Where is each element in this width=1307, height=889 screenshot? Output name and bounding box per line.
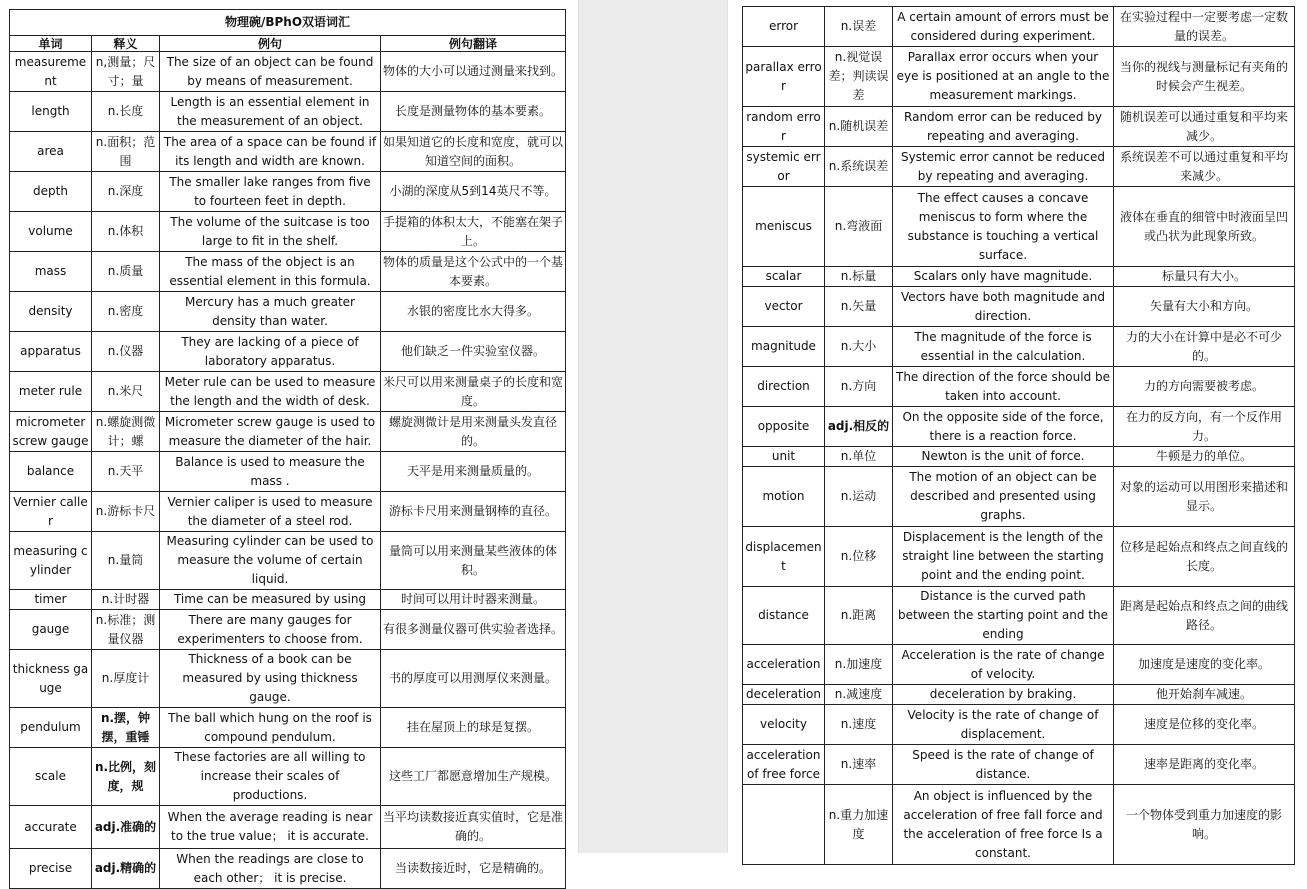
translation-cell: 一个物体受到重力加速度的影响。 [1114, 785, 1295, 865]
translation-cell: 他开始刹车减速。 [1114, 685, 1295, 705]
meaning-cell: n.米尺 [92, 372, 160, 412]
translation-cell: 挂在屋顶上的球是复摆。 [381, 708, 566, 748]
table-row [743, 705, 1295, 745]
translation-cell: 小湖的深度从5到14英尺不等。 [381, 172, 566, 212]
table-row [10, 590, 566, 610]
example-cell: Scalars only have magnitude. [893, 267, 1114, 287]
example-cell: Length is an essential element in the measurement of an object. [160, 92, 381, 132]
table-row [743, 47, 1295, 107]
word-cell: density [10, 292, 92, 332]
word-cell: acceleration [743, 645, 825, 685]
table-row [10, 532, 566, 590]
word-cell: balance [10, 452, 92, 492]
table-row [10, 748, 566, 806]
translation-cell: 当平均读数接近真实值时，它是准确的。 [381, 806, 566, 849]
table-row [743, 267, 1295, 287]
header-translation: 例句翻译 [381, 36, 566, 52]
meaning-cell: n,测量；尺寸；量 [92, 52, 160, 92]
meaning-cell: n.面积；范围 [92, 132, 160, 172]
translation-cell: 液体在垂直的细管中时液面呈凹或凸状为此现象所致。 [1114, 187, 1295, 267]
right-page [728, 0, 1307, 860]
translation-cell: 标量只有大小。 [1114, 267, 1295, 287]
translation-cell: 他们缺乏一件实验室仪器。 [381, 332, 566, 372]
meaning-cell: n.长度 [92, 92, 160, 132]
table-row [10, 332, 566, 372]
translation-cell: 当你的视线与测量标记有夹角的时候会产生视差。 [1114, 47, 1295, 107]
table-row [10, 372, 566, 412]
translation-cell: 距离是起始点和终点之间的曲线路径。 [1114, 587, 1295, 645]
table-row [10, 412, 566, 452]
example-cell: Systemic error cannot be reduced by repeating and averaging. [893, 147, 1114, 187]
table-row [10, 292, 566, 332]
table-row [10, 92, 566, 132]
meaning-cell: n.视觉误差；判读误差 [825, 47, 893, 107]
translation-cell: 量筒可以用来测量某些液体的体积。 [381, 532, 566, 590]
table-row [10, 132, 566, 172]
word-cell: meter rule [10, 372, 92, 412]
word-cell: meniscus [743, 187, 825, 267]
word-cell: Vernier caller [10, 492, 92, 532]
translation-cell: 加速度是速度的变化率。 [1114, 645, 1295, 685]
meaning-cell: adj.相反的 [825, 407, 893, 447]
translation-cell: 游标卡尺用来测量钢棒的直径。 [381, 492, 566, 532]
word-cell: vector [743, 287, 825, 327]
meaning-cell: n.运动 [825, 467, 893, 527]
meaning-cell: n.误差 [825, 7, 893, 47]
example-cell: Vectors have both magnitude and direction. [893, 287, 1114, 327]
translation-cell: 矢量有大小和方向。 [1114, 287, 1295, 327]
translation-cell: 物体的质量是这个公式中的一个基本要素。 [381, 252, 566, 292]
table-row [743, 7, 1295, 47]
example-cell: The smaller lake ranges from five to fourteen feet in depth. [160, 172, 381, 212]
table-row [743, 587, 1295, 645]
table-row [743, 367, 1295, 407]
word-cell: precise [10, 849, 92, 889]
header-example: 例句 [160, 36, 381, 52]
word-cell: measuring cylinder [10, 532, 92, 590]
translation-cell: 对象的运动可以用图形来描述和显示。 [1114, 467, 1295, 527]
table-row [743, 745, 1295, 785]
translation-cell: 牛顿是力的单位。 [1114, 447, 1295, 467]
meaning-cell: n.方向 [825, 367, 893, 407]
example-cell: The direction of the force should be taken into account. [893, 367, 1114, 407]
example-cell: They are lacking of a piece of laboratory apparatus. [160, 332, 381, 372]
example-cell: deceleration by braking. [893, 685, 1114, 705]
word-cell: depth [10, 172, 92, 212]
example-cell: An object is influenced by the acceleration of free fall force and the acceleration of free force Is a constant. [893, 785, 1114, 865]
word-cell: motion [743, 467, 825, 527]
meaning-cell: n.单位 [825, 447, 893, 467]
header-meaning: 释义 [92, 36, 160, 52]
word-cell: measurement [10, 52, 92, 92]
example-cell: Random error can be reduced by repeating and averaging. [893, 107, 1114, 147]
table-row [10, 252, 566, 292]
word-cell: mass [10, 252, 92, 292]
translation-cell: 在实验过程中一定要考虑一定数量的误差。 [1114, 7, 1295, 47]
word-cell: displacement [743, 527, 825, 587]
translation-cell: 力的大小在计算中是必不可少的。 [1114, 327, 1295, 367]
translation-cell: 物体的大小可以通过测量来找到。 [381, 52, 566, 92]
table-row [743, 327, 1295, 367]
word-cell: volume [10, 212, 92, 252]
translation-cell: 螺旋测微计是用来测量头发直径的。 [381, 412, 566, 452]
translation-cell: 如果知道它的长度和宽度，就可以知道空间的面积。 [381, 132, 566, 172]
meaning-cell: n.比例，刻度，规 [92, 748, 160, 806]
page-title: 物理碗/BPhO双语词汇 [10, 10, 566, 36]
meaning-cell: n.速率 [825, 745, 893, 785]
translation-cell: 速率是距离的变化率。 [1114, 745, 1295, 785]
example-cell: A certain amount of errors must be considered during experiment. [893, 7, 1114, 47]
meaning-cell: n.重力加速度 [825, 785, 893, 865]
word-cell: acceleration of free force [743, 745, 825, 785]
example-cell: Micrometer screw gauge is used to measure the diameter of the hair. [160, 412, 381, 452]
translation-cell: 天平是用来测量质量的。 [381, 452, 566, 492]
example-cell: These factories are all willing to increase their scales of productions. [160, 748, 381, 806]
example-cell: Parallax error occurs when your eye is positioned at an angle to the measurement markings. [893, 47, 1114, 107]
meaning-cell: n.标量 [825, 267, 893, 287]
word-cell: apparatus [10, 332, 92, 372]
word-cell: unit [743, 447, 825, 467]
word-cell: length [10, 92, 92, 132]
translation-cell: 随机误差可以通过重复和平均来减少。 [1114, 107, 1295, 147]
word-cell: systemic error [743, 147, 825, 187]
table-row [10, 650, 566, 708]
word-cell: magnitude [743, 327, 825, 367]
example-cell: The volume of the suitcase is too large to fit in the shelf. [160, 212, 381, 252]
translation-cell: 书的厚度可以用测厚仪来测量。 [381, 650, 566, 708]
example-cell: Newton is the unit of force. [893, 447, 1114, 467]
meaning-cell: n.系统误差 [825, 147, 893, 187]
word-cell: area [10, 132, 92, 172]
table-row [743, 147, 1295, 187]
meaning-cell: n.加速度 [825, 645, 893, 685]
word-cell: random error [743, 107, 825, 147]
word-cell: direction [743, 367, 825, 407]
meaning-cell: n.随机误差 [825, 107, 893, 147]
table-row [743, 287, 1295, 327]
meaning-cell: n.天平 [92, 452, 160, 492]
meaning-cell: n.质量 [92, 252, 160, 292]
meaning-cell: n.密度 [92, 292, 160, 332]
table-row [743, 785, 1295, 865]
translation-cell: 时间可以用计时器来测量。 [381, 590, 566, 610]
word-cell: scalar [743, 267, 825, 287]
table-row [10, 806, 566, 849]
translation-cell: 系统误差不可以通过重复和平均来减少。 [1114, 147, 1295, 187]
word-cell: pendulum [10, 708, 92, 748]
translation-cell: 有很多测量仪器可供实验者选择。 [381, 610, 566, 650]
meaning-cell: n.体积 [92, 212, 160, 252]
meaning-cell: n.量筒 [92, 532, 160, 590]
table-row [10, 610, 566, 650]
table-row [743, 187, 1295, 267]
table-row [743, 645, 1295, 685]
example-cell: The ball which hung on the roof is compound pendulum. [160, 708, 381, 748]
table-row [10, 452, 566, 492]
word-cell: micrometer screw gauge [10, 412, 92, 452]
table-row [10, 212, 566, 252]
word-cell: deceleration [743, 685, 825, 705]
example-cell: Acceleration is the rate of change of velocity. [893, 645, 1114, 685]
meaning-cell: n.标准；测量仪器 [92, 610, 160, 650]
meaning-cell: n.厚度计 [92, 650, 160, 708]
translation-cell: 米尺可以用来测量桌子的长度和宽度。 [381, 372, 566, 412]
meaning-cell: n.大小 [825, 327, 893, 367]
example-cell: Balance is used to measure the mass . [160, 452, 381, 492]
translation-cell: 位移是起始点和终点之间直线的长度。 [1114, 527, 1295, 587]
word-cell: error [743, 7, 825, 47]
meaning-cell: n.矢量 [825, 287, 893, 327]
meaning-cell: n.弯液面 [825, 187, 893, 267]
word-cell: timer [10, 590, 92, 610]
translation-cell: 在力的反方向，有一个反作用力。 [1114, 407, 1295, 447]
meaning-cell: n.计时器 [92, 590, 160, 610]
example-cell: The magnitude of the force is essential in the calculation. [893, 327, 1114, 367]
meaning-cell: adj.准确的 [92, 806, 160, 849]
table-row [10, 492, 566, 532]
vocab-table-left [9, 9, 566, 889]
page-gutter [578, 0, 728, 853]
translation-cell: 力的方向需要被考虑。 [1114, 367, 1295, 407]
meaning-cell: adj.精确的 [92, 849, 160, 889]
example-cell: The motion of an object can be described and presented using graphs. [893, 467, 1114, 527]
translation-cell: 水银的密度比水大得多。 [381, 292, 566, 332]
example-cell: Meter rule can be used to measure the length and the width of desk. [160, 372, 381, 412]
meaning-cell: n.距离 [825, 587, 893, 645]
example-cell: Displacement is the length of the straight line between the starting point and the ending point. [893, 527, 1114, 587]
word-cell: velocity [743, 705, 825, 745]
table-row [743, 407, 1295, 447]
example-cell: Velocity is the rate of change of displacement. [893, 705, 1114, 745]
word-cell: accurate [10, 806, 92, 849]
table-row [10, 172, 566, 212]
meaning-cell: n.游标卡尺 [92, 492, 160, 532]
meaning-cell: n.螺旋测微计；螺 [92, 412, 160, 452]
example-cell: Vernier caliper is used to measure the diameter of a steel rod. [160, 492, 381, 532]
meaning-cell: n.深度 [92, 172, 160, 212]
meaning-cell: n.位移 [825, 527, 893, 587]
example-cell: The size of an object can be found by means of measurement. [160, 52, 381, 92]
example-cell: When the readings are close to each other； it is precise. [160, 849, 381, 889]
translation-cell: 手提箱的体积太大，不能塞在架子上。 [381, 212, 566, 252]
table-row [10, 52, 566, 92]
meaning-cell: n.摆，钟摆，重锤 [92, 708, 160, 748]
example-cell: Speed is the rate of change of distance. [893, 745, 1114, 785]
header-word: 单词 [10, 36, 92, 52]
example-cell: When the average reading is near to the true value； it is accurate. [160, 806, 381, 849]
table-row [10, 708, 566, 748]
word-cell [743, 785, 825, 865]
word-cell: distance [743, 587, 825, 645]
table-row [743, 447, 1295, 467]
example-cell: The effect causes a concave meniscus to form where the substance is touching a vertical surface. [893, 187, 1114, 267]
example-cell: Time can be measured by using [160, 590, 381, 610]
example-cell: On the opposite side of the force, there is a reaction force. [893, 407, 1114, 447]
translation-cell: 长度是测量物体的基本要素。 [381, 92, 566, 132]
table-row [10, 849, 566, 889]
left-page [0, 0, 578, 885]
meaning-cell: n.减速度 [825, 685, 893, 705]
example-cell: Measuring cylinder can be used to measure the volume of certain liquid. [160, 532, 381, 590]
example-cell: Distance is the curved path between the starting point and the ending [893, 587, 1114, 645]
translation-cell: 速度是位移的变化率。 [1114, 705, 1295, 745]
meaning-cell: n.速度 [825, 705, 893, 745]
word-cell: thickness gauge [10, 650, 92, 708]
vocab-table-right [742, 6, 1295, 865]
word-cell: parallax error [743, 47, 825, 107]
table-row [743, 467, 1295, 527]
example-cell: Mercury has a much greater density than water. [160, 292, 381, 332]
word-cell: gauge [10, 610, 92, 650]
table-row [743, 685, 1295, 705]
table-row [743, 107, 1295, 147]
example-cell: There are many gauges for experimenters to choose from. [160, 610, 381, 650]
word-cell: opposite [743, 407, 825, 447]
example-cell: The area of a space can be found if its length and width are known. [160, 132, 381, 172]
translation-cell: 当读数接近时，它是精确的。 [381, 849, 566, 889]
example-cell: The mass of the object is an essential element in this formula. [160, 252, 381, 292]
word-cell: scale [10, 748, 92, 806]
meaning-cell: n.仪器 [92, 332, 160, 372]
example-cell: Thickness of a book can be measured by using thickness gauge. [160, 650, 381, 708]
translation-cell: 这些工厂都愿意增加生产规模。 [381, 748, 566, 806]
table-row [743, 527, 1295, 587]
